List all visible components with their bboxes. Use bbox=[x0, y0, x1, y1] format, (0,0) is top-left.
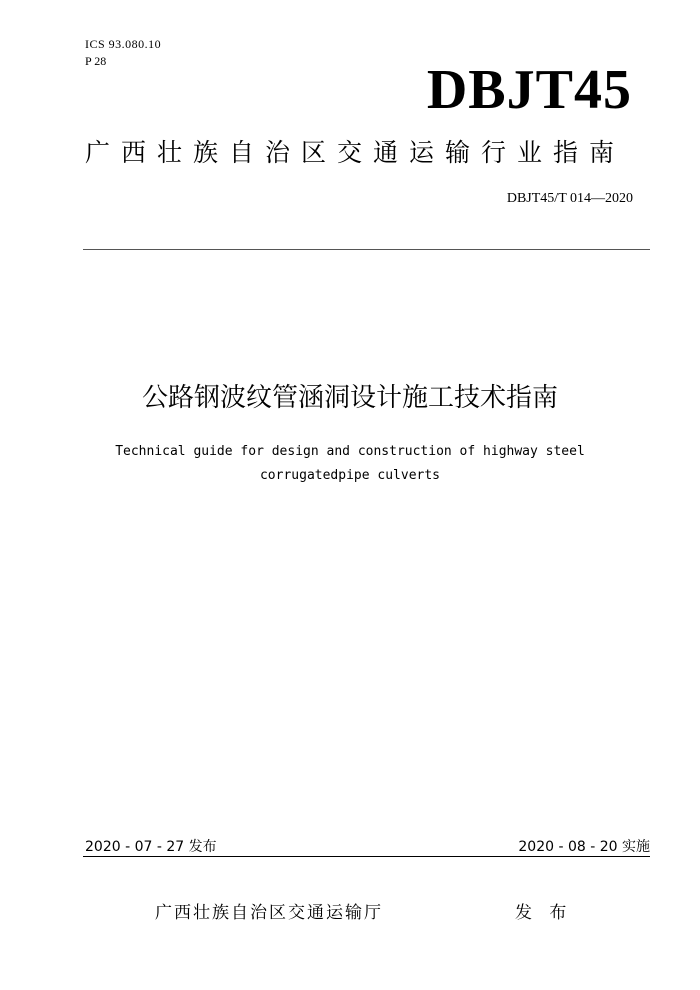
english-title-line-1: Technical guide for design and construction of highway steel bbox=[115, 444, 585, 459]
publish-label: 发 布 bbox=[515, 903, 573, 923]
issuing-body-title: 广西壮族自治区交通运输行业指南 bbox=[85, 138, 626, 167]
standard-number: DBJT45/T 014—2020 bbox=[506, 191, 633, 206]
standard-logo: DBJT45 bbox=[426, 59, 632, 121]
english-title-line-2: corrugatedpipe culverts bbox=[259, 468, 440, 483]
issue-date: 2020 - 07 - 27 发布 bbox=[85, 839, 217, 855]
english-title bbox=[0, 440, 700, 488]
publisher-name: 广西壮族自治区交通运输厅 bbox=[155, 903, 383, 923]
implementation-date: 2020 - 08 - 20 实施 bbox=[518, 839, 650, 855]
ics-code: ICS 93.080.10 bbox=[85, 37, 162, 51]
category-code: P 28 bbox=[85, 54, 107, 68]
header-divider bbox=[83, 249, 650, 250]
footer-divider bbox=[83, 856, 650, 857]
document-title: 公路钢波纹管涵洞设计施工技术指南 bbox=[141, 383, 558, 413]
